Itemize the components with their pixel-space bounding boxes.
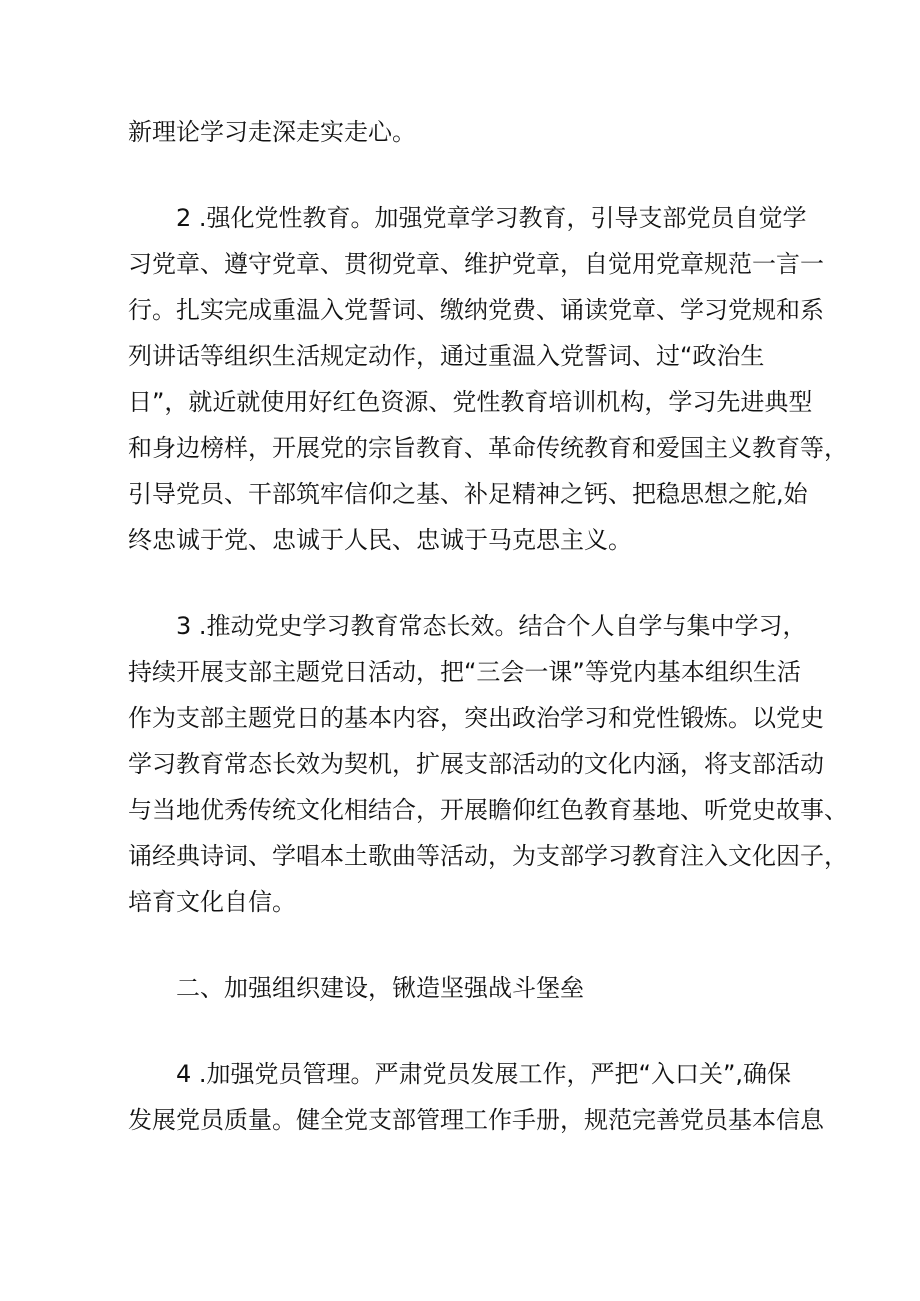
paragraph-line: 培育文化自信。: [128, 888, 296, 916]
paragraph-line: 习党章、遵守党章、贯彻党章、维护党章，自觉用党章规范一言一: [128, 250, 824, 278]
paragraph-line: 持续开展支部主题党日活动，把“三会一课”等党内基本组织生活: [128, 658, 801, 686]
section-heading: 二、加强组织建设，锹造坚强战斗堡垒: [176, 974, 584, 1002]
paragraph-line: 和身边榜样，开展党的宗旨教育、革命传统教育和爱国主义教育等，: [128, 434, 848, 462]
paragraph-line: 终忠诚于党、忠诚于人民、忠诚于马克思主义。: [128, 526, 632, 554]
paragraph-line: 作为支部主题党日的基本内容，突出政治学习和党性锻炼。以党史: [128, 704, 824, 732]
paragraph-line: 日”，就近就使用好红色资源、党性教育培训机构，学习先进典型: [128, 388, 813, 416]
paragraph-line: 引导党员、干部筑牢信仰之基、补足精神之钙、把稳思想之舵,始: [128, 480, 808, 508]
paragraph-line: 发展党员质量。健全党支部管理工作手册，规范完善党员基本信息: [128, 1106, 824, 1134]
paragraph-line: 3 .推动党史学习教育常态长效。结合个人自学与集中学习，: [176, 612, 807, 640]
paragraph-line: 4 .加强党员管理。严肃党员发展工作，严把“入口关”,确保: [176, 1060, 792, 1088]
paragraph-line: 新理论学习走深走实走心。: [128, 118, 416, 146]
paragraph-line: 学习教育常态长效为契机，扩展支部活动的文化内涵，将支部活动: [128, 750, 824, 778]
paragraph-line: 2 .强化党性教育。加强党章学习教育，引导支部党员自觉学: [176, 204, 807, 232]
paragraph-line: 诵经典诗词、学唱本土歌曲等活动，为支部学习教育注入文化因子，: [128, 842, 848, 870]
paragraph-line: 与当地优秀传统文化相结合，开展瞻仰红色教育基地、听党史故事、: [128, 796, 848, 824]
paragraph-line: 行。扎实完成重温入党誓词、缴纳党费、诵读党章、学习党规和系: [128, 296, 824, 324]
paragraph-line: 列讲话等组织生活规定动作，通过重温入党誓词、过“政治生: [128, 342, 765, 370]
